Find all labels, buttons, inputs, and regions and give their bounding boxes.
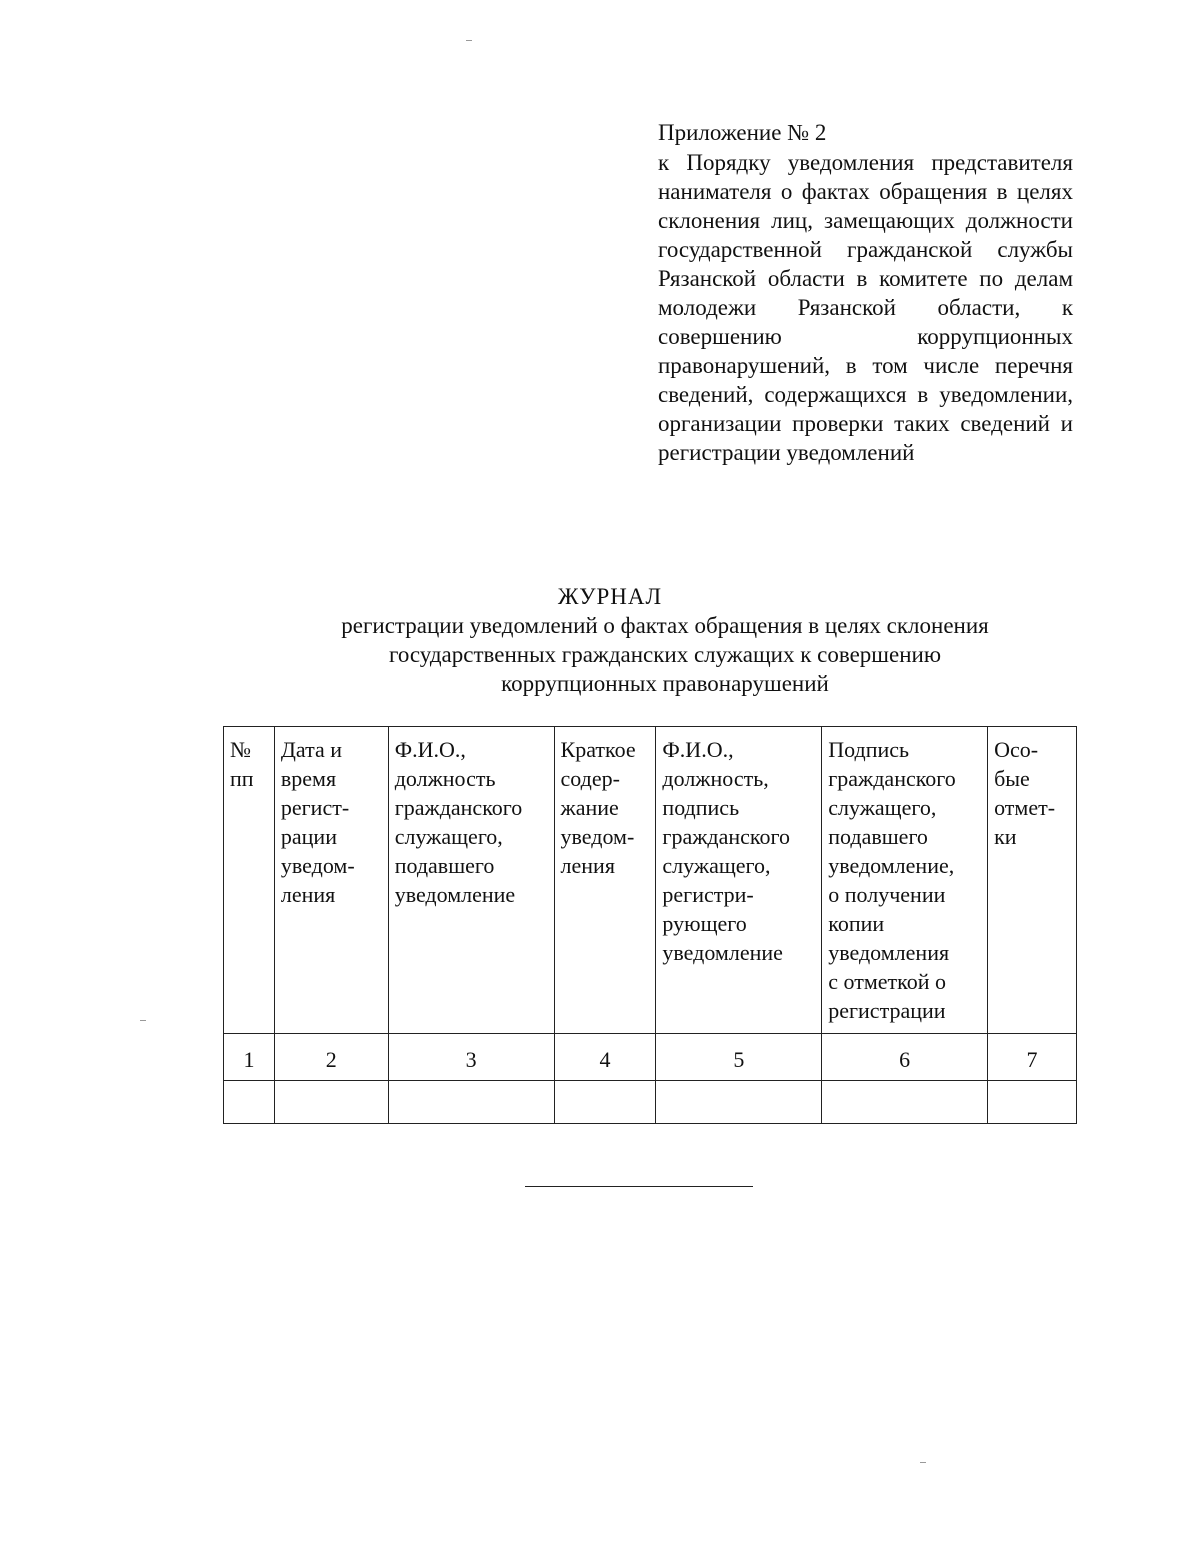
journal-subtitle-line: государственных гражданских служащих к совершению [388,642,942,667]
empty-entry-row [224,1081,1077,1124]
journal-subtitle-line: регистрации уведомлений о фактах обращения в целях склонения [341,613,989,638]
column-number-cell: 7 [988,1034,1077,1081]
column-number-cell: 1 [224,1034,275,1081]
column-number-cell: 3 [388,1034,554,1081]
column-number-cell: 4 [554,1034,656,1081]
closing-rule [525,1186,753,1187]
appendix-title: Приложение № 2 [658,120,827,145]
empty-entry-cell [988,1081,1077,1124]
empty-entry-cell [274,1081,388,1124]
journal-title: ЖУРНАЛ [557,584,663,609]
appendix-block [658,118,1073,467]
scan-speck [466,40,472,41]
empty-entry-cell [656,1081,822,1124]
header-cell-summary: Краткое содер- жание уведом- ления [554,727,656,1034]
header-cell-submitter: Ф.И.О., должность гражданского служащего, подавшего уведомление [388,727,554,1034]
scan-speck [920,1462,926,1463]
journal-subtitle-line: коррупционных правонарушений [501,671,829,696]
header-cell-number: № пп [224,727,275,1034]
empty-entry-cell [554,1081,656,1124]
appendix-body: к Порядку уведомления представителя нанимателя о фактах обращения в целях склонения лиц, замещающих должности государственной гражданской службы Рязанской области в комитете по делам молодежи Рязанской области, к совершению коррупционных правонарушений, в том числе перечня сведений, содержащихся в уведомлении, организации проверки таких сведений и регистрации уведомлений [658,150,1073,465]
header-cell-date: Дата и время регист- рации уведом- ления [274,727,388,1034]
register-table [223,726,1077,1124]
empty-entry-cell [822,1081,988,1124]
empty-entry-cell [224,1081,275,1124]
header-cell-notes: Осо- бые отмет- ки [988,727,1077,1034]
column-number-cell: 5 [656,1034,822,1081]
journal-heading [200,582,1020,698]
header-cell-signature: Подпись гражданского служащего, подавшего уведомление, о получении копии уведомления с отметкой о регистрации [822,727,988,1034]
table-header-row [224,727,1077,1034]
empty-entry-cell [388,1081,554,1124]
column-number-cell: 6 [822,1034,988,1081]
header-cell-registrar: Ф.И.О., должность, подпись гражданского служащего, регистри- рующего уведомление [656,727,822,1034]
scan-speck [140,1020,146,1021]
column-number-cell: 2 [274,1034,388,1081]
column-number-row [224,1034,1077,1081]
